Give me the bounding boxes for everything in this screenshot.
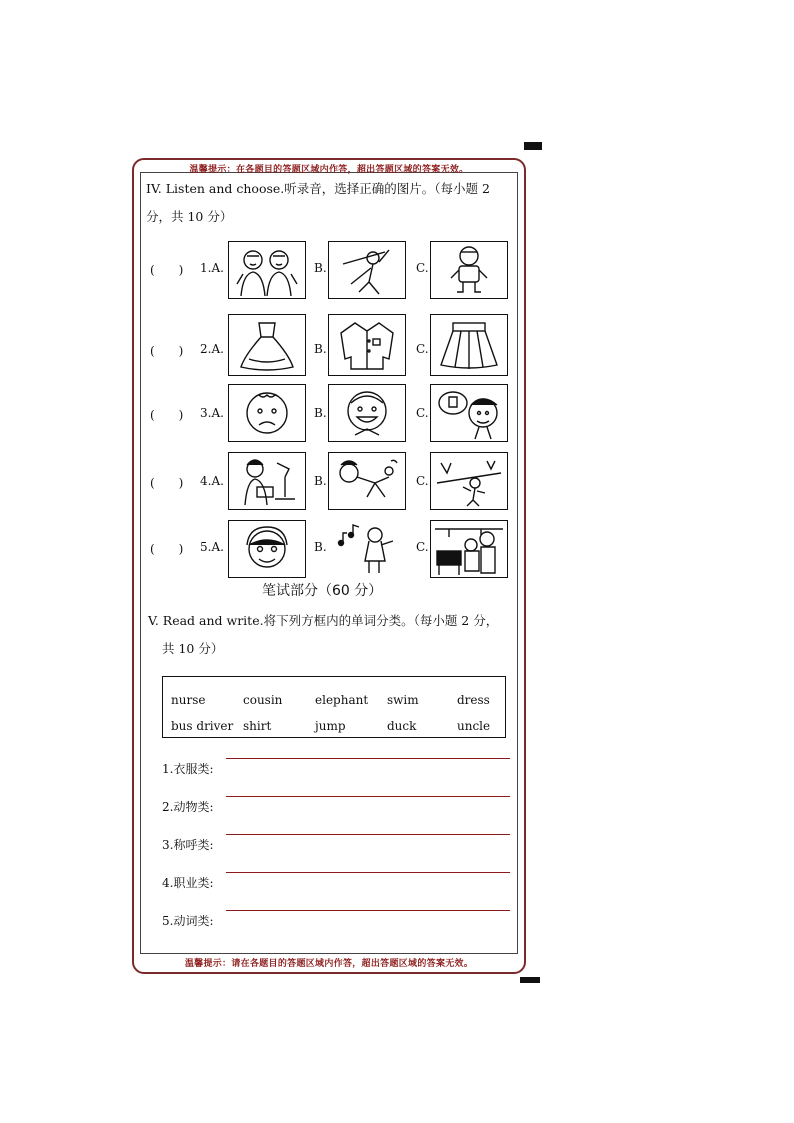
section4-title-cont: 分，共 10 分） xyxy=(146,209,233,224)
happy-face-picture[interactable] xyxy=(328,384,406,442)
word: shirt xyxy=(243,719,272,733)
family-piano-picture[interactable] xyxy=(430,520,508,578)
question-label: 5.A. xyxy=(200,540,224,554)
sad-face-picture[interactable] xyxy=(228,384,306,442)
two-old-men-picture[interactable] xyxy=(228,241,306,299)
option-b-label: B. xyxy=(314,406,327,420)
option-b-label: B. xyxy=(314,474,327,488)
option-c-label: C. xyxy=(416,342,429,356)
smiling-girl-picture[interactable] xyxy=(228,520,306,578)
word: bus driver xyxy=(171,719,234,733)
category-label: 2.动物类: xyxy=(162,800,214,814)
answer-paren[interactable]: ( ) xyxy=(150,476,184,490)
word: nurse xyxy=(171,693,206,707)
option-c-label: C. xyxy=(416,406,429,420)
skirt-picture[interactable] xyxy=(430,314,508,376)
question-label: 2.A. xyxy=(200,342,224,356)
answer-line[interactable] xyxy=(226,834,510,835)
woman-dancing-picture[interactable] xyxy=(328,241,406,299)
written-part-heading: 笔试部分（60 分） xyxy=(262,583,383,599)
word: dress xyxy=(457,693,490,707)
answer-paren[interactable]: ( ) xyxy=(150,344,184,358)
category-label: 3.称呼类: xyxy=(162,838,214,852)
answer-line[interactable] xyxy=(226,758,510,759)
answer-line[interactable] xyxy=(226,872,510,873)
thirsty-boy-picture[interactable] xyxy=(430,384,508,442)
little-boy-picture[interactable] xyxy=(430,241,508,299)
answer-line[interactable] xyxy=(226,910,510,911)
girl-reading-picture[interactable] xyxy=(228,452,306,510)
option-c-label: C. xyxy=(416,474,429,488)
answer-paren[interactable]: ( ) xyxy=(150,542,184,556)
word: swim xyxy=(387,693,419,707)
corner-mark-bottom xyxy=(520,977,540,983)
question-label: 4.A. xyxy=(200,474,224,488)
answer-paren[interactable]: ( ) xyxy=(150,408,184,422)
category-label: 4.职业类: xyxy=(162,876,214,890)
word-box xyxy=(162,676,506,738)
boy-jumping-picture[interactable] xyxy=(328,452,406,510)
tip-bottom: 温馨提示：请在各题目的答题区域内作答，超出答题区域的答案无效。 xyxy=(184,959,474,969)
word: elephant xyxy=(315,693,369,707)
category-label: 5.动词类: xyxy=(162,914,214,928)
option-c-label: C. xyxy=(416,261,429,275)
boy-swimming-picture[interactable] xyxy=(430,452,508,510)
option-b-label: B. xyxy=(314,342,327,356)
tip-top: 温馨提示：在各题目的答题区域内作答，超出答题区域的答案无效。 xyxy=(189,165,469,175)
word: cousin xyxy=(243,693,283,707)
question-label: 3.A. xyxy=(200,406,224,420)
corner-mark-top xyxy=(524,142,542,150)
option-b-label: B. xyxy=(314,540,327,554)
answer-line[interactable] xyxy=(226,796,510,797)
question-label: 1.A. xyxy=(200,261,224,275)
option-c-label: C. xyxy=(416,540,429,554)
shirt-picture[interactable] xyxy=(328,314,406,376)
section5-title-cont: 共 10 分） xyxy=(162,641,224,656)
girl-singing-picture[interactable] xyxy=(328,520,406,578)
section5-title: V. Read and write.将下列方框内的单词分类。（每小题 2 分， xyxy=(148,613,499,628)
option-b-label: B. xyxy=(314,261,327,275)
word: duck xyxy=(387,719,417,733)
word: jump xyxy=(315,719,346,733)
section4-title: IV. Listen and choose.听录音，选择正确的图片。（每小题 2 xyxy=(146,181,490,196)
answer-paren[interactable]: ( ) xyxy=(150,263,184,277)
word: uncle xyxy=(457,719,491,733)
dress-picture[interactable] xyxy=(228,314,306,376)
category-label: 1.衣服类: xyxy=(162,762,214,776)
